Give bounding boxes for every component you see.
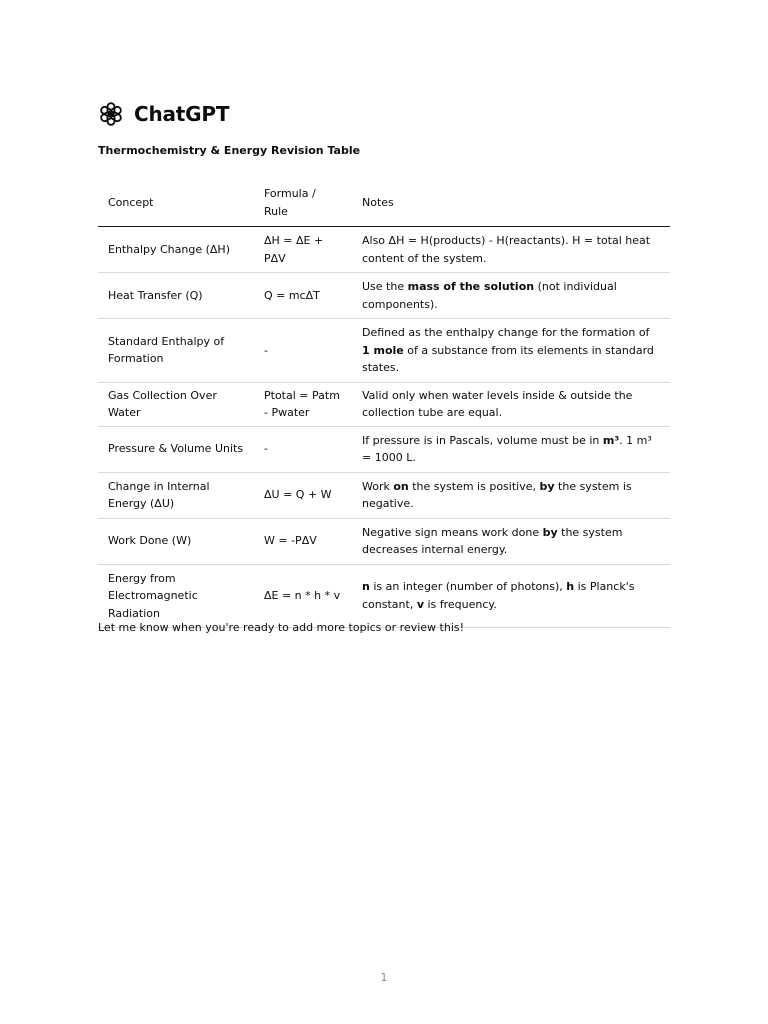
notes-text: If pressure is in Pascals, volume must be in (362, 433, 603, 447)
table-row (98, 319, 670, 383)
notes-emphasis: by (542, 525, 558, 539)
notes-cell (352, 382, 670, 426)
notes-emphasis: n (362, 580, 370, 594)
formula-cell: ΔU = Q + W (254, 472, 352, 518)
table-row (98, 472, 670, 518)
concept-cell: Pressure & Volume Units (98, 426, 254, 472)
notes-text: (not individual components). (362, 280, 617, 311)
formula-cell: Q = mcΔT (254, 273, 352, 319)
revision-table (98, 178, 670, 628)
table-row (98, 382, 670, 426)
notes-emphasis: h (566, 580, 575, 594)
notes-text: is an integer (number of photons), (369, 580, 567, 594)
formula-cell: Ptotal = Patm - Pwater (254, 382, 352, 426)
notes-text: Valid only when water levels inside & outside the collection tube are equal. (362, 388, 633, 419)
table-body (98, 227, 670, 628)
notes-cell (352, 472, 670, 518)
formula-cell: W = -PΔV (254, 518, 352, 564)
concept-cell: Enthalpy Change (ΔH) (98, 227, 254, 273)
concept-cell: Work Done (W) (98, 518, 254, 564)
formula-cell: - (254, 426, 352, 472)
notes-text: is Planck's constant, (362, 580, 635, 611)
notes-text: the system is negative. (362, 479, 632, 510)
concept-cell: Heat Transfer (Q) (98, 273, 254, 319)
table-row (98, 227, 670, 273)
openai-logo-icon (98, 101, 124, 127)
notes-text: Negative sign means work done (362, 525, 543, 539)
document-title: Thermochemistry & Energy Revision Table (98, 144, 361, 157)
notes-text: Work (362, 479, 394, 493)
table-row (98, 273, 670, 319)
notes-text: the system is positive, (408, 479, 540, 493)
notes-cell (352, 227, 670, 273)
page-number: 1 (380, 971, 388, 984)
notes-text: Use the (362, 280, 408, 293)
notes-emphasis: 1 mole (362, 343, 404, 357)
notes-text: . 1 m³ = 1000 L. (362, 433, 652, 464)
table-row (98, 518, 670, 564)
notes-emphasis: v (416, 597, 424, 611)
concept-cell: Change in Internal Energy (ΔU) (98, 472, 254, 518)
notes-emphasis: on (393, 479, 409, 493)
notes-cell (352, 273, 670, 319)
notes-text: the system decreases internal energy. (362, 525, 623, 556)
formula-cell: ΔH = ΔE + PΔV (254, 227, 352, 273)
formula-cell: - (254, 319, 352, 383)
notes-cell (352, 319, 670, 383)
notes-text: is frequency. (423, 597, 497, 611)
brand-name: ChatGPT (134, 102, 230, 126)
concept-cell: Gas Collection Over Water (98, 382, 254, 426)
notes-cell (352, 564, 670, 628)
concept-cell: Energy from Electromagnetic Radiation (98, 564, 254, 628)
table-row (98, 426, 670, 472)
closing-message: Let me know when you're ready to add more topics or review this! (98, 621, 465, 634)
notes-cell (352, 518, 670, 564)
table-header-row (98, 178, 670, 227)
table-row (98, 564, 670, 628)
column-header-concept: Concept (98, 178, 254, 227)
notes-cell (352, 426, 670, 472)
notes-text: Also ΔH = H(products) - H(reactants). H = total heat content of the system. (362, 234, 651, 265)
notes-text: Defined as the enthalpy change for the formation of (362, 326, 650, 339)
formula-cell: ΔE = n * h * v (254, 564, 352, 628)
notes-emphasis: mass of the solution (407, 280, 535, 293)
concept-cell: Standard Enthalpy of Formation (98, 319, 254, 383)
notes-emphasis: by (539, 479, 555, 493)
brand-header (98, 99, 229, 129)
notes-text: of a substance from its elements in standard states. (362, 343, 654, 374)
column-header-formula: Formula / Rule (254, 178, 352, 227)
notes-emphasis: m³ (602, 433, 620, 447)
column-header-notes: Notes (352, 178, 670, 227)
